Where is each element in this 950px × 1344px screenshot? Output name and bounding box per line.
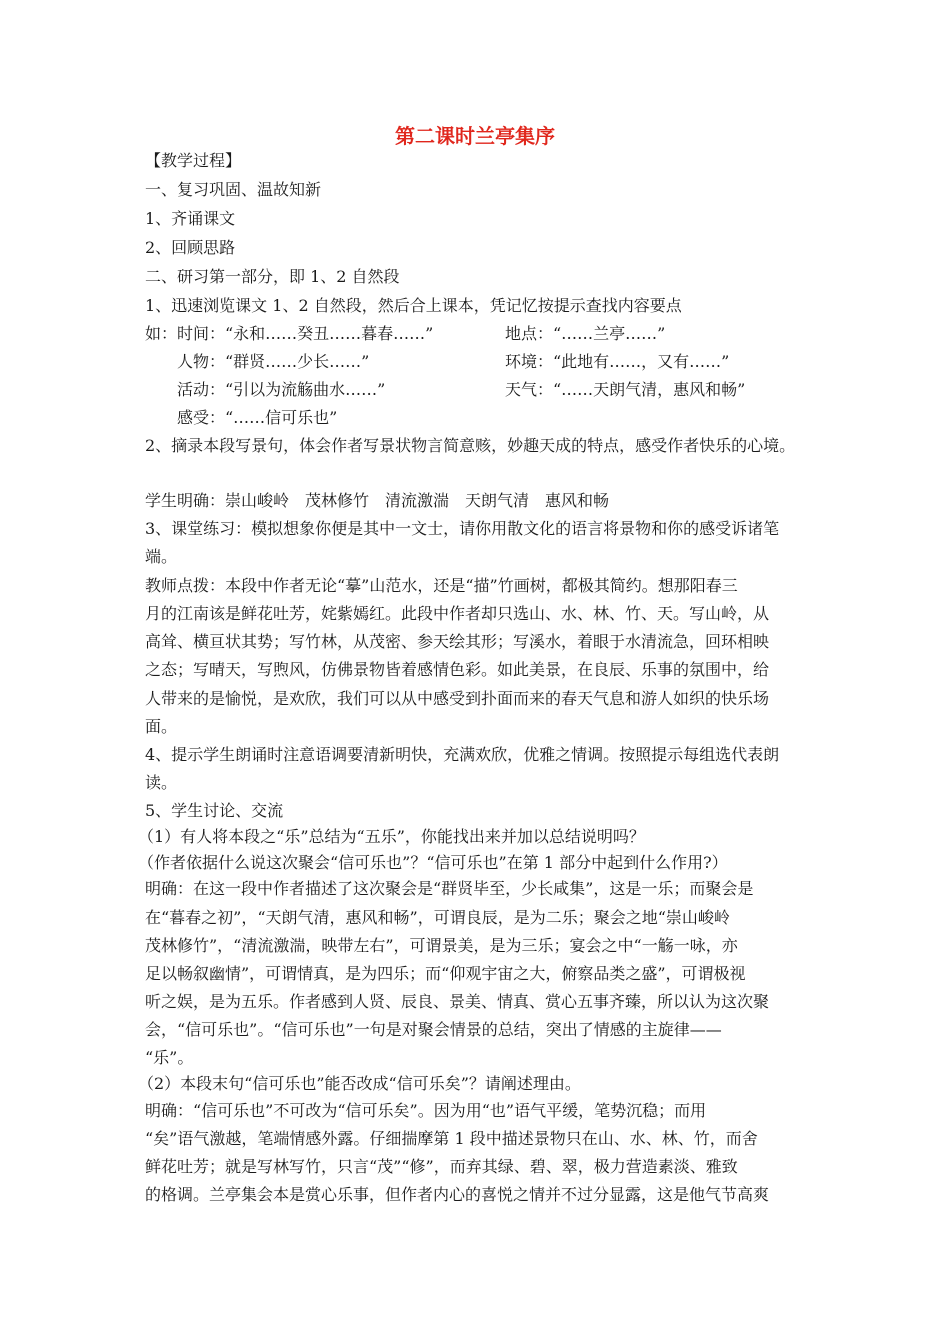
text-line: 茂林修竹”，“清流激湍，映带左右”，可谓景美，是为三乐；宴会之中“一觞一咏，亦: [145, 936, 738, 955]
text-line: “矣”语气激越，笔端情感外露。仔细揣摩第 1 段中描述景物只在山、水、林、竹，而舍: [145, 1129, 758, 1148]
text-line: 学生明确：崇山峻岭 茂林修竹 清流激湍 天朗气清 惠风和畅: [145, 491, 610, 510]
text-line: （1）有人将本段之“乐”总结为“五乐”，你能找出来并加以总结说明吗？: [138, 827, 645, 846]
text-line: 教师点拨：本段中作者无论“摹”山范水，还是“描”竹画树，都极其简约。想那阳春三: [145, 576, 738, 595]
text-line: （作者依据什么说这次聚会“信可乐也”？“信可乐也”在第 1 部分中起到什么作用?）: [138, 853, 728, 872]
hint-place: 地点：“……兰亭……”: [505, 324, 666, 343]
section-heading: 【教学过程】: [145, 151, 242, 170]
hint-people: 人物：“群贤……少长……”: [177, 352, 370, 371]
text-line: 之态；写晴天，写煦风，仿佛景物皆着感情色彩。如此美景，在良辰、乐事的氛围中，给: [145, 660, 770, 679]
text-line: 高耸、横亘状其势；写竹林，从茂密、参天绘其形；写溪水，着眼于水清流急，回环相映: [145, 632, 770, 651]
text-line: “乐”。: [145, 1048, 194, 1067]
text-line: 的格调。兰亭集会本是赏心乐事，但作者内心的喜悦之情并不过分显露，这是他气节高爽: [145, 1185, 770, 1204]
text-line: 鲜花吐芳；就是写林写竹，只言“茂”“修”，而弃其绿、碧、翠，极力营造素淡、雅致: [145, 1157, 738, 1176]
text-line: 二、研习第一部分，即 1、2 自然段: [145, 267, 400, 286]
text-line: 会，“信可乐也”。“信可乐也”一句是对聚会情景的总结，突出了情感的主旋律——: [145, 1020, 722, 1039]
hint-environment: 环境：“此地有……，又有……”: [505, 352, 730, 371]
text-line: 端。: [145, 547, 178, 566]
text-line: 明确：在这一段中作者描述了这次聚会是“群贤毕至，少长咸集”，这是一乐；而聚会是: [145, 879, 754, 898]
text-line: 2、摘录本段写景句，体会作者写景状物言简意赅，妙趣天成的特点，感受作者快乐的心境。: [145, 436, 796, 455]
text-line: 读。: [145, 773, 178, 792]
hint-activity: 活动：“引以为流觞曲水……”: [177, 380, 386, 399]
text-line: 2、回顾思路: [145, 238, 236, 257]
hint-time: 如：时间：“永和……癸丑……暮春……”: [145, 324, 434, 343]
text-line: 一、复习巩固、温故知新: [145, 180, 322, 199]
text-line: 听之娱，是为五乐。作者感到人贤、辰良、景美、情真、赏心五事齐臻，所以认为这次聚: [145, 992, 770, 1011]
text-line: 面。: [145, 717, 178, 736]
text-line: 在“暮春之初”，“天朗气清，惠风和畅”，可谓良辰，是为二乐；聚会之地“崇山峻岭: [145, 908, 730, 927]
text-line: 1、迅速浏览课文 1、2 自然段，然后合上课本，凭记忆按提示查找内容要点: [145, 296, 682, 315]
page-title: 第二课时兰亭集序: [395, 124, 555, 148]
text-line: 月的江南该是鲜花吐芳，姹紫嫣红。此段中作者却只选山、水、林、竹、天。写山岭，从: [145, 604, 770, 623]
text-line: 4、提示学生朗诵时注意语调要清新明快，充满欢欣，优雅之情调。按照提示每组选代表朗: [145, 745, 780, 764]
hint-weather: 天气：“……天朗气清，惠风和畅”: [505, 380, 746, 399]
text-line: 人带来的是愉悦，是欢欣，我们可以从中感受到扑面而来的春天气息和游人如织的快乐场: [145, 689, 770, 708]
text-line: 1、齐诵课文: [145, 209, 236, 228]
text-line: 3、课堂练习：模拟想象你便是其中一文士，请你用散文化的语言将景物和你的感受诉诸笔: [145, 519, 780, 538]
hint-feeling: 感受：“……信可乐也”: [177, 408, 338, 427]
text-line: 明确：“信可乐也”不可改为“信可乐矣”。因为用“也”语气平缓，笔势沉稳；而用: [145, 1101, 707, 1120]
text-line: 5、学生讨论、交流: [145, 801, 284, 820]
text-line: （2）本段末句“信可乐也”能否改成“信可乐矣”？请阐述理由。: [138, 1074, 581, 1093]
text-line: 足以畅叙幽情”，可谓情真，是为四乐；而“仰观宇宙之大，俯察品类之盛”，可谓极视: [145, 964, 746, 983]
